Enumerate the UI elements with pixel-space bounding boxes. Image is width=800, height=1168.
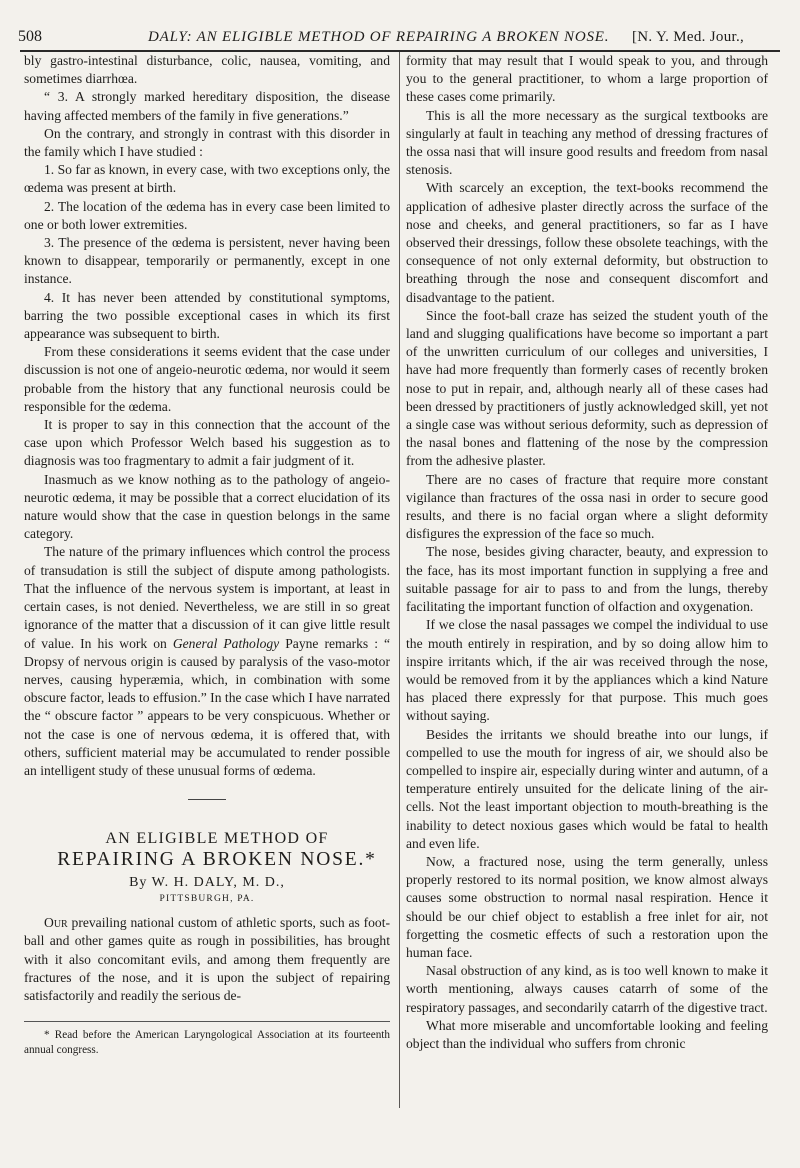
paragraph: On the contrary, and strongly in contrast with this disorder in the family which I have studied : (24, 125, 390, 160)
article-intro-paragraph (24, 914, 390, 1005)
list-item: 4. It has never been attended by constitutional symptoms, barring the two possible exceptional cases in which its first appearance was subsequent to birth. (24, 289, 390, 342)
list-item: 3. The presence of the œdema is persistent, never having been known to disappear, temporarily or permanently, except in one instance. (24, 235, 390, 287)
running-title: DALY: AN ELIGIBLE METHOD OF REPAIRING A BROKEN NOSE. (148, 29, 610, 45)
paragraph: Nasal obstruction of any kind, as is too well known to make it worth mentioning, always causes catarrh of some of the respiratory passages, and secondarily catarrh of the digestive tract. (406, 963, 768, 1015)
paragraph: What more miserable and uncomfortable looking and feeling object than the individual who suffers from chronic (406, 1017, 768, 1051)
list-item: 2. The location of the œdema has in every case been limited to one or both lower extremities. (24, 198, 390, 232)
paragraph: Besides the irritants we should breathe into our lungs, if compelled to use the mouth for ingress of air, we should also be compelled to inspire air, especially during winter and autumn, of a temperature entirely unsuited for the delicate lining of the air-cells. Not the least important objection to mouth-breathing is the inability to detect noxious gases which would be fatal to health and even life. (406, 726, 768, 851)
paragraph: There are no cases of fracture that require more constant vigilance than fractures of the ossa nasi in order to secure good results, and there is no facial organ where a slight deformity disfigures the expression of the face so much. (406, 471, 768, 542)
intro-first-word: Our (44, 915, 68, 931)
paragraph: Inasmuch as we know nothing as to the pathology of angeio-neurotic œdema, it may be possible that a correct elucidation of its nature would show that the case in question belongs in the same category. (24, 471, 390, 542)
paragraph: Now, a fractured nose, using the term generally, unless properly restored to its normal position, we know almost always causes some obstruction to normal nasal respiration. Hence it should be our chief object to establish a free inlet for air, not forgetting the cosmetic effects of such a restoration upon the human face. (406, 853, 768, 960)
journal-reference: [N. Y. Med. Jour., (632, 29, 745, 45)
paragraph: bly gastro-intestinal disturbance, colic, nausea, vomiting, and sometimes diarrhœa. (24, 53, 390, 87)
paragraph: Since the foot-ball craze has seized the student youth of the land and slugging qualifications have become so important a part of the unwritten curriculum of our colleges and universities, I have had more frequently than formerly cases of recently broken nose to put in repair, and, although nearly all of these cases had been dressed by practitioners of justly acknowledged skill, yet not a single case was without serious deformity, such as depression of the nasal bones and flattening of the nose by the compression from the adhesive plaster. (406, 307, 768, 469)
footnote: * Read before the American Laryngological Association at its fourteenth annual congress. (24, 1029, 390, 1057)
left-column (24, 52, 390, 1058)
paragraph: With scarcely an exception, the text-books recommend the application of adhesive plaster directly across the surface of the nose and cheeks, and general practitioners, so far as I have observed their dressings, follow these obsolete teachings, with the consequence of not only external deformity, but obstruction to breathing through the nose and consequent discomfort and disadvantage to the patient. (406, 180, 768, 305)
paragraph: From these considerations it seems evident that the case under discussion is not one of angeio-neurotic œdema, nor would it seem probable from the history that any functional neurosis could be responsible for the œdema. (24, 344, 390, 414)
article-title-line-1: AN ELIGIBLE METHOD OF (105, 830, 329, 848)
page-number: 508 (18, 28, 42, 45)
paragraph: formity that may result that I would speak to you, and through you to the general practitioner, to whom a large proportion of these cases come primarily. (406, 53, 768, 105)
footnote-rule (24, 1021, 390, 1022)
paragraph: This is all the more necessary as the surgical textbooks are singularly at fault in teaching any method of dressing fractures of the ossa nasi that will insure good results and freedom from nasal stenosis. (406, 107, 768, 178)
paragraph: It is proper to say in this connection that the account of the case upon which Professor Welch based his suggestion as to diagnosis was too fragmentary to admit a fair judgment of it. (24, 417, 390, 469)
paragraph-text: The nature of the primary influences which control the process of transudation is still the subject of dispute among pathologists. That the influence of the nervous system is important, at least in certain cases, is not denied. Nevertheless, we are still in so great ignorance of the matter that a discussion of it can give little result of value. In his work on (24, 544, 390, 651)
author-location: PITTSBURGH, PA. (159, 894, 255, 905)
list-item: 1. So far as known, in every case, with two exceptions only, the œdema was present at birth. (24, 162, 390, 196)
article-title-line-2: REPAIRING A BROKEN NOSE.* (57, 849, 377, 871)
column-divider (399, 52, 400, 1108)
intro-text: prevailing national custom of athletic sports, such as foot-ball and other games quite as rough in possibilities, has brought with it also concomitant evils, and among them frequently are fractures of the nose, and it is upon the subject of repairing satisfactorily and readily the serious de- (24, 915, 390, 1003)
paragraph: “ 3. A strongly marked hereditary disposition, the disease having affected members of the family in five generations.” (24, 89, 390, 123)
paragraph (24, 543, 390, 780)
paragraph: If we close the nasal passages we compel the individual to use the mouth entirely in respiration, and by so doing allow him to inspire irritants which, if the air was received through the nose, would be removed from it by the appliances which a kind Nature has placed there expressly for that purpose. This much goes without saying. (406, 617, 768, 724)
paragraph-text: Payne remarks : “ Dropsy of nervous origin is caused by paralysis of the vaso-motor nerves, causing hyperæmia, which, in combination with some obscure factor, leads to effusion.” In the case which I have narrated the “ obscure factor ” appears to be very conspicuous. Whether or not the case is one of nervous œdema, it is offered that, with others, sufficient material may be accumulated to render possible an intelligent study of these unusual forms of œdema. (24, 635, 391, 778)
paragraph: The nose, besides giving character, beauty, and expression to the face, has its most important function in supplying a free and suitable passage for air to pass to and from the lungs, thereby facilitating the important function of olfaction and oxygenation. (406, 544, 768, 615)
author-byline: By W. H. DALY, M. D., (129, 875, 285, 891)
cited-work-title: General Pathology (172, 635, 280, 651)
section-separator (188, 799, 226, 800)
running-header (10, 26, 800, 48)
right-column (406, 52, 768, 1053)
